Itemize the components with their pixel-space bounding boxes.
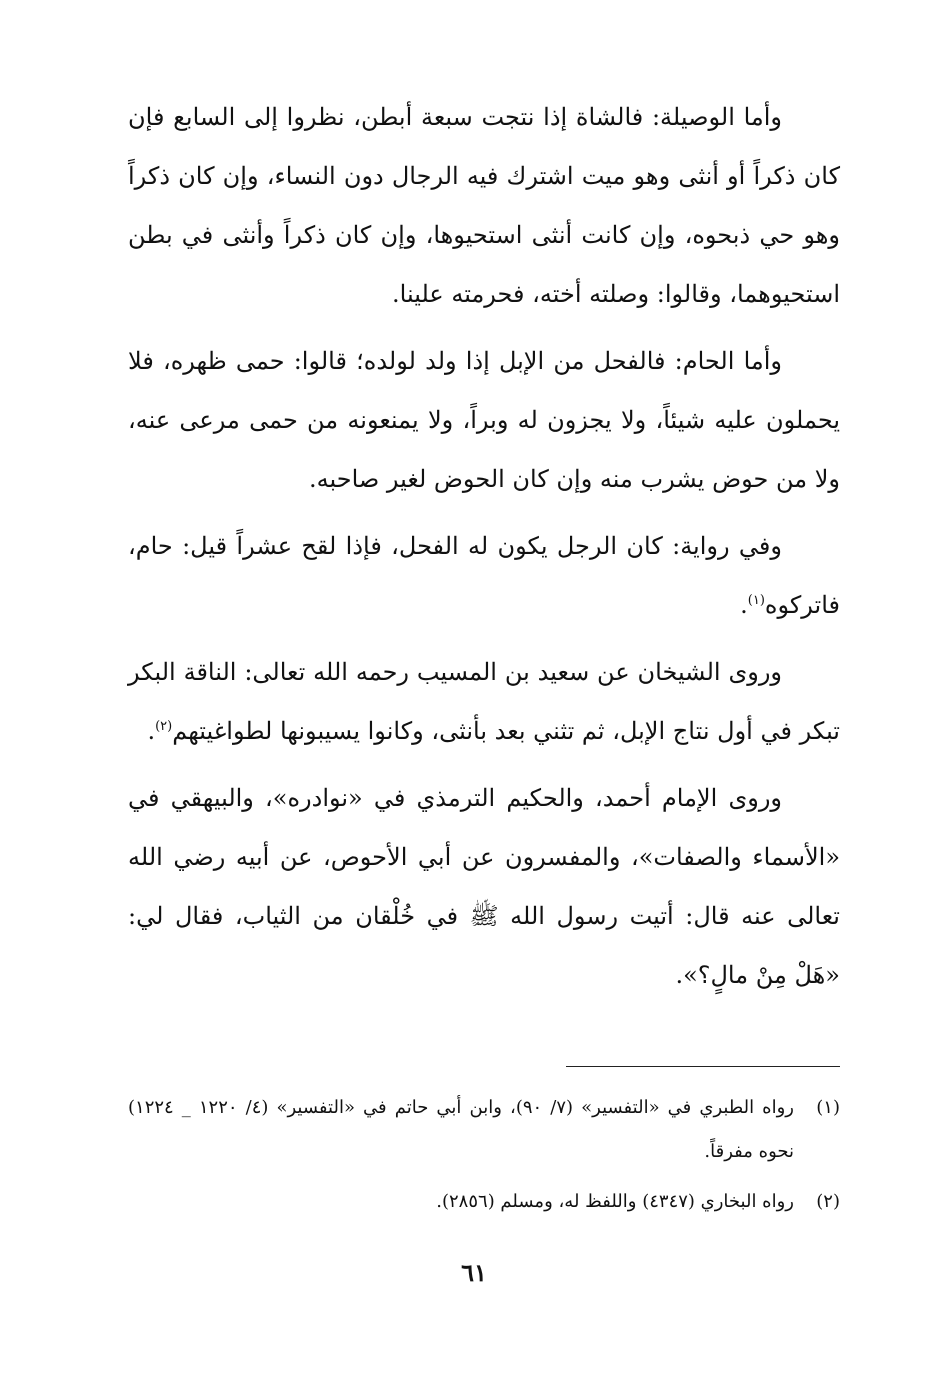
- footnote-item: [128, 1180, 840, 1224]
- footnote-text: رواه البخاري (٤٣٤٧) واللفظ له، ومسلم (٢٨٥٦).: [436, 1191, 794, 1212]
- paragraph-text: وروى الشيخان عن سعيد بن المسيب رحمه الله تعالى: الناقة البكر تبكر في أول نتاج الإبل، ثم تثني بعد بأنثى، وكانوا يسيبونها لطواغيتهم: [128, 658, 840, 745]
- paragraph-text: وفي رواية: كان الرجل يكون له الفحل، فإذا لقح عشراً قيل: حام، فاتركوه: [128, 532, 840, 619]
- paragraph-riwaya: [128, 517, 840, 635]
- sentence-end: .: [147, 717, 156, 745]
- footnote-number: (٢): [816, 1191, 840, 1212]
- footnote-marker[interactable]: (٢): [155, 719, 173, 734]
- footnote-marker[interactable]: (١): [747, 593, 765, 608]
- footnotes: [128, 1086, 840, 1230]
- paragraph-ham: وأما الحام: فالفحل من الإبل إذا ولد لولده؛ قالوا: حمى ظهره، فلا يحملون عليه شيئاً، ولا يجزون له وبراً، ولا يمنعونه من حمى مرعى عنه، ولا من حوض يشرب منه وإن كان الحوض لغير صاحبه.: [128, 347, 840, 493]
- paragraph-shaykhan: [128, 643, 840, 761]
- main-text: [128, 88, 840, 1013]
- paragraph-ahmad: وروى الإمام أحمد، والحكيم الترمذي في «نوادره»، والبيهقي في «الأسماء والصفات»، والمفسرون عن أبي الأحوص، عن أبيه رضي الله تعالى عنه قال: أتيت رسول الله ﷺ في خُلْقان من الثياب، فقال لي: «هَلْ مِنْ مالٍ؟».: [128, 784, 840, 989]
- footnote-item: [128, 1086, 840, 1174]
- footnote-divider: [566, 1066, 840, 1067]
- footnote-text: رواه الطبري في «التفسير» (٧/ ٩٠)، وابن أبي حاتم في «التفسير» (٤/ ١٢٢٠ _ ١٢٢٤) نحوه مفرقاً.: [128, 1097, 794, 1162]
- sentence-end: .: [740, 591, 748, 619]
- paragraph-wasila: وأما الوصيلة: فالشاة إذا نتجت سبعة أبطن، نظروا إلى السابع فإن كان ذكراً أو أنثى وهو ميت اشترك فيه الرجال دون النساء، وإن كان ذكراً وهو حي ذبحوه، وإن كانت أنثى استحيوها، وإن كان ذكراً وأنثى في بطن استحيوهما، وقالوا: وصلته أخته، فحرمته علينا.: [128, 103, 840, 308]
- footnote-number: (١): [816, 1097, 840, 1118]
- page-number: ٦١: [461, 1258, 487, 1287]
